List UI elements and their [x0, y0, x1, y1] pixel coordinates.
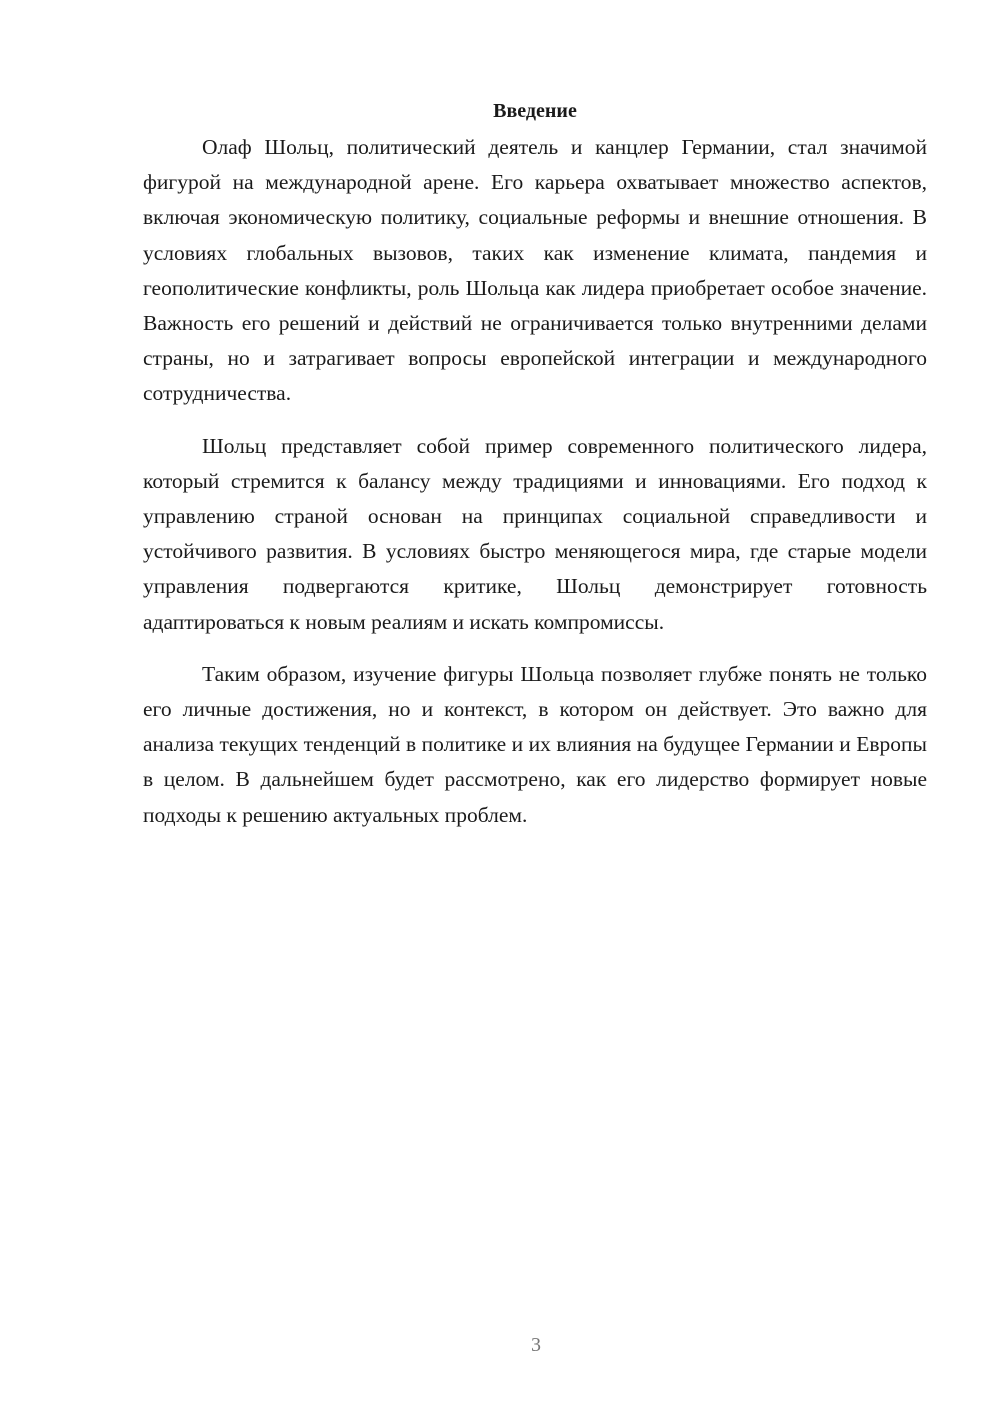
- page-number: 3: [531, 1334, 541, 1356]
- page-content: [143, 96, 927, 850]
- paragraph-3: Таким образом, изучение фигуры Шольца позволяет глубже понять не только его личные достижения, но и контекст, в котором он действует. Это важно для анализа текущих тенденций в политике и их влияния на будущее Германии и Европы в целом. В дальнейшем будет рассмотрено, как его лидерство формирует новые подходы к решению актуальных проблем.: [143, 661, 927, 827]
- paragraph-2: Шольц представляет собой пример современного политического лидера, который стремится к балансу между традициями и инновациями. Его подход к управлению страной основан на принципах социальной справедливости и устойчивого развития. В условиях быстро меняющегося мира, где старые модели управления подвергаются критике, Шольц демонстрирует готовность адаптироваться к новым реалиям и искать компромиссы.: [143, 433, 927, 634]
- paragraph-1: Олаф Шольц, политический деятель и канцлер Германии, стал значимой фигурой на международной арене. Его карьера охватывает множество аспектов, включая экономическую политику, социальные реформы и внешние отношения. В условиях глобальных вызовов, таких как изменение климата, пандемия и геополитические конфликты, роль Шольца как лидера приобретает особое значение. Важность его решений и действий не ограничивается только внутренними делами страны, но и затрагивает вопросы европейской интеграции и международного сотрудничества.: [143, 135, 927, 406]
- section-heading: Введение: [493, 100, 577, 122]
